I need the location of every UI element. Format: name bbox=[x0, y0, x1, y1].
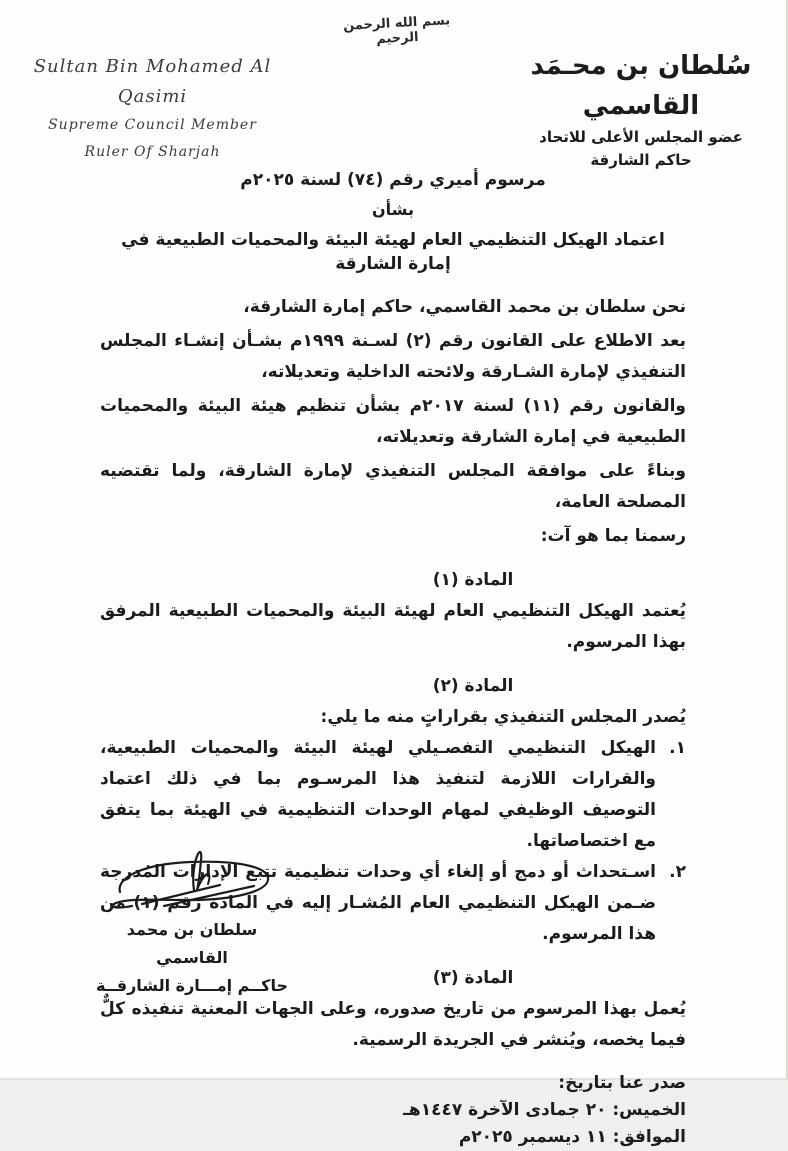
preamble-paragraph: بعد الاطلاع على القانون رقم (٢) لسـنة ١٩٩٩م بشـأن إنشـاء المجلس التنفيذي لإمارة الشـارقة ولائحته الداخلية وتعديلاته، bbox=[100, 331, 686, 382]
decree-title-regarding: بشأن bbox=[372, 200, 414, 219]
issuance-date-block bbox=[100, 1070, 686, 1151]
ruler-title-arabic-2: حاكم الشارقة bbox=[590, 151, 692, 169]
signature-block bbox=[92, 848, 292, 1000]
preamble-paragraph: نحن سلطان بن محمد القاسمي، حاكم إمارة الشارقة، bbox=[243, 297, 686, 317]
gregorian-date: الموافق: ١١ ديسمبر ٢٠٢٥م bbox=[458, 1127, 686, 1147]
ruler-title-arabic-1: عضو المجلس الأعلى للاتحاد bbox=[539, 128, 743, 146]
article-1-heading: المادة (١) bbox=[432, 570, 514, 590]
article-2-item-1 bbox=[100, 733, 686, 857]
preamble-paragraph: وبناءً على موافقة المجلس التنفيذي لإمارة الشارقة، ولما تقتضيه المصلحة العامة، bbox=[100, 461, 686, 512]
item-text: اسـتحداث أو دمج أو إلغاء أي وحدات تنظيمية تتبع الإدارات المُدرجة ضـمن الهيكل التنظيمي العام المُشـار إليه في المادة رقم (١) من هذا المرسوم. bbox=[100, 862, 657, 944]
item-text: الهيكل التنظيمي التفصـيلي لهيئة البيئة والمحميات الطبيعية، والقرارات اللازمة لتنفيذ هذا المرسـوم بما في ذلك اعتماد التوصيف الوظيفي لمهام الوحدات التنظيمية في الهيئة بما يتفق مع اختصاصاتها. bbox=[100, 738, 656, 851]
item-number: ١. bbox=[669, 738, 686, 758]
signer-title: حاكــم إمـــارة الشارقــة bbox=[95, 976, 289, 995]
hijri-date: الخميس: ٢٠ جمادى الآخرة ١٤٤٧هـ bbox=[403, 1100, 686, 1120]
ruler-name-english: Sultan Bin Mohamed Al Qasimi bbox=[33, 56, 272, 107]
decree-title-subject: اعتماد الهيكل التنظيمي العام لهيئة البيئة والمحميات الطبيعية في إمارة الشارقة bbox=[121, 230, 665, 274]
ruler-name-arabic: سُلطان بن محـمَد القاسمي bbox=[530, 51, 752, 121]
article-3-heading: المادة (٣) bbox=[432, 968, 514, 988]
item-number: ٢. bbox=[669, 862, 686, 882]
article-1-body: يُعتمد الهيكل التنظيمي العام لهيئة البيئة والمحميات الطبيعية المرفق بهذا المرسوم. bbox=[100, 601, 686, 652]
preamble-paragraph: والقانون رقم (١١) لسنة ٢٠١٧م بشأن تنظيم هيئة البيئة والمحميات الطبيعية في إمارة الشارقة وتعديلاته، bbox=[100, 396, 686, 447]
ruler-signature-icon bbox=[102, 848, 282, 910]
ruler-title-english-2: Ruler Of Sharjah bbox=[84, 144, 221, 160]
decree-title-number: مرسوم أميري رقم (٧٤) لسنة ٢٠٢٥م bbox=[240, 170, 546, 190]
decree-intro: رسمنا بما هو آت: bbox=[540, 526, 686, 546]
bismillah-calligraphy: بسم الله الرحمن الرحيم bbox=[342, 13, 451, 48]
issued-at-label: صدر عنا بتاريخ: bbox=[558, 1073, 686, 1093]
article-3-body: يُعمل بهذا المرسوم من تاريخ صدوره، وعلى الجهات المعنية تنفيذه كلٌّ فيما يخصه، ويُنشر في الجريدة الرسمية. bbox=[100, 999, 686, 1050]
preamble bbox=[100, 292, 686, 518]
decree-title-block bbox=[100, 168, 686, 276]
signer-name: سلطان بن محمد القاسمي bbox=[126, 920, 258, 967]
article-2-body: يُصدر المجلس التنفيذي بقراراتٍ منه ما يلي: bbox=[320, 707, 686, 727]
ruler-title-english-1: Supreme Council Member bbox=[48, 117, 257, 133]
article-2-heading: المادة (٢) bbox=[432, 676, 514, 696]
